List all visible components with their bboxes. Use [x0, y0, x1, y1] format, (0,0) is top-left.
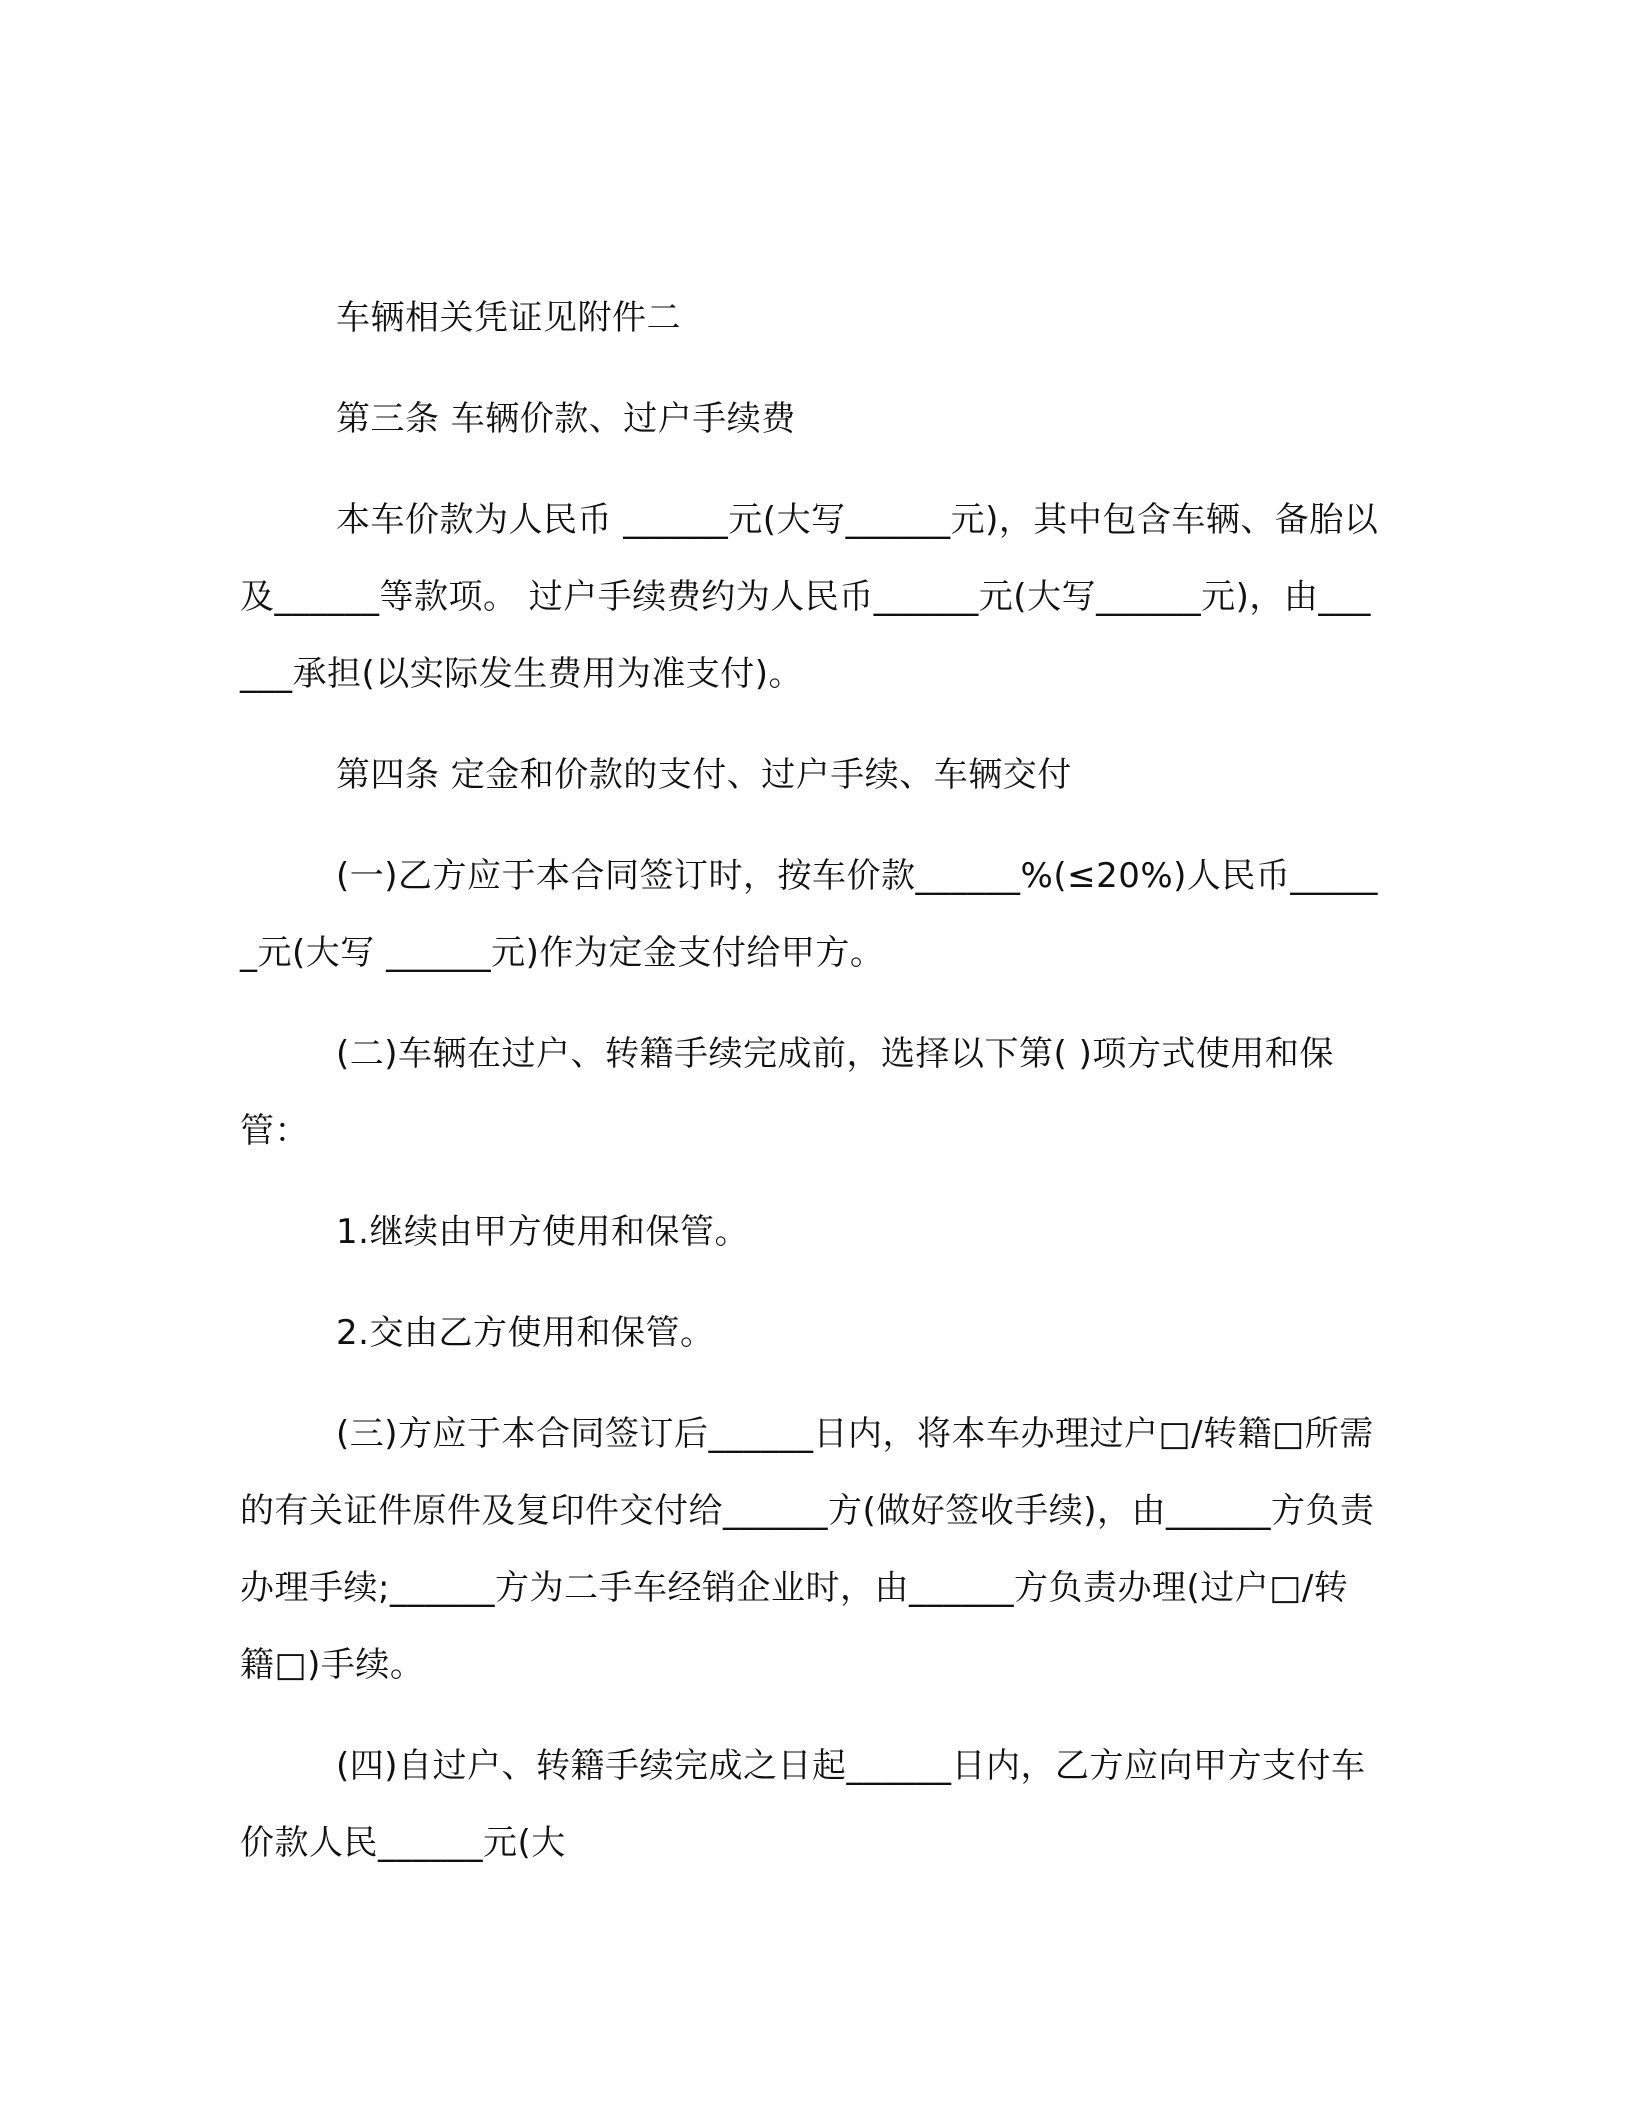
paragraph-clause-2-custody: (二)车辆在过户、转籍手续完成前，选择以下第( )项方式使用和保管：: [240, 1034, 1334, 1151]
list-item-option-2: 2.交由乙方使用和保管。: [336, 1313, 715, 1353]
document-body: [240, 280, 1380, 1906]
paragraph-clause-3-transfer: (三)方应于本合同签订后______日内，将本车办理过户□/转籍□所需的有关证件原件及复印件交付给______方(做好签收手续)，由______方负责办理手续;______方为二手车经销企业时，由______方负责办理(过户□/转籍□)手续。: [240, 1414, 1375, 1685]
list-item-option-1: 1.继续由甲方使用和保管。: [336, 1212, 749, 1252]
paragraph-clause-4-payment: (四)自过户、转籍手续完成之日起______日内，乙方应向甲方支付车价款人民______元(大: [240, 1746, 1366, 1863]
paragraph-attachment-note: 车辆相关凭证见附件二: [336, 298, 681, 338]
heading-article-4: 第四条 定金和价款的支付、过户手续、车辆交付: [336, 755, 1072, 795]
paragraph-clause-1-deposit: (一)乙方应于本合同签订时，按车价款______%(≤20%)人民币______元(大写 ______元)作为定金支付给甲方。: [240, 856, 1378, 973]
heading-article-3: 第三条 车辆价款、过户手续费: [336, 399, 796, 439]
paragraph-price-and-fees: 本车价款为人民币 ______元(大写______元)，其中包含车辆、备胎以及______等款项。 过户手续费约为人民币______元(大写______元)，由______承担(以实际发生费用为准支付)。: [240, 500, 1379, 694]
